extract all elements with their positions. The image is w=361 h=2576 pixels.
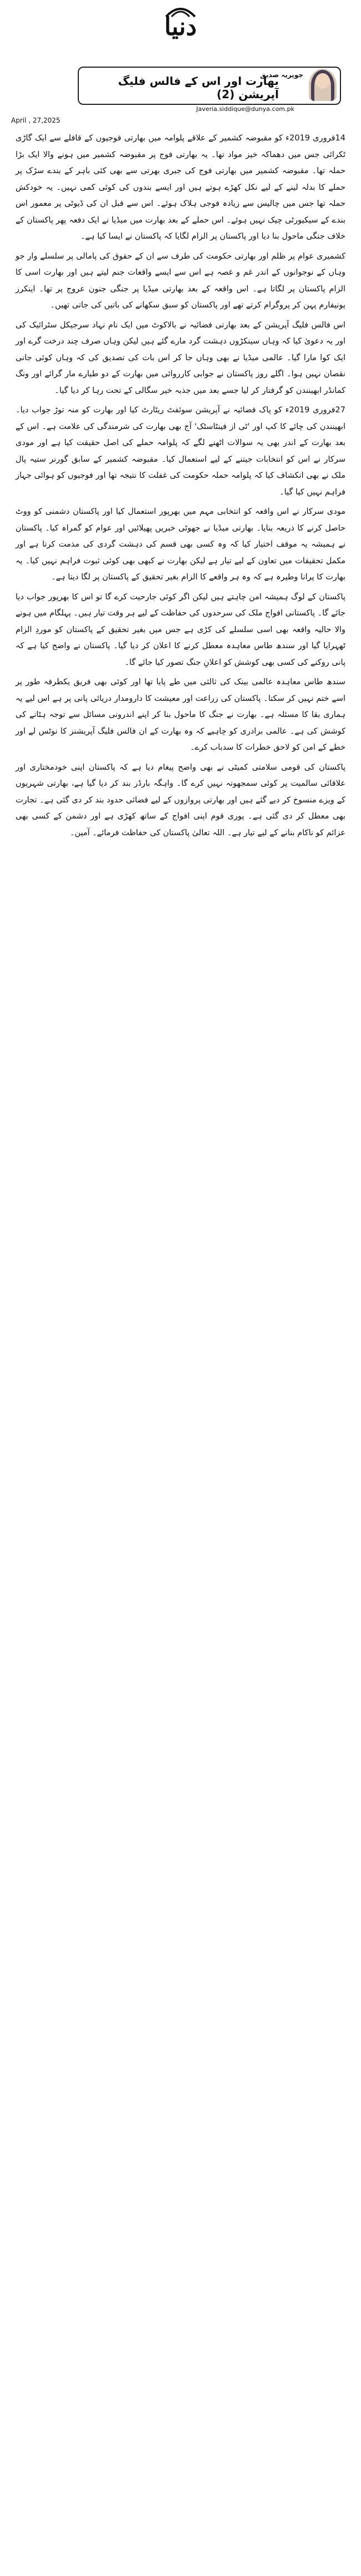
column-title: بھارت اور اس کے فالس فلیگ آپریشن (2)	[118, 74, 279, 101]
article-paragraph: 14فروری 2019ء کو مقبوضہ کشمیر کے علاقے پلوامہ میں بھارتی فوجیوں کے قافلے سے ایک گاڑی ٹکرائی جس میں دھماکہ خیز مواد تھا۔ یہ بھارتی فوج پر مقبوضہ کشمیر میں ہونے والا ایک بڑا حملہ تھا۔ مقبوضہ کشمیر میں بھارتی فوج کی جبری بھرتی سے بھی کئی باہر کے بندے سڑک پر حملے کا بدلہ لینے کے لیے نکل کھڑے ہوتے ہیں اور ایسے بندوں کی کوئی کمی نہیں۔ یہ خودکش حملہ تھا جس میں چالیس سے زیادہ فوجی ہلاک ہوئے۔ اس سے قبل ان کی ڈیوٹی پر معمور اس بندے کے سیکیورٹی چیک نہیں ہوئے۔ اس حملے کے بعد بھارت میں میڈیا نے ایک دفعہ پھر پاکستان کے خلاف جنگی ماحول بنا دیا اور پاکستان پر الزام لگایا کہ پاکستان نے ایسا کیا ہے۔	[16, 134, 345, 241]
avatar-head	[315, 73, 330, 89]
article-paragraph: پاکستان کی قومی سلامتی کمیٹی نے بھی واضح پیغام دیا ہے کہ پاکستان اپنی خودمختاری اور علاقائی سالمیت پر کوئی سمجھوتہ نہیں کرے گا۔ واہگہ بارڈر بند کر دیا گیا ہے، بھارتی شہریوں کے ویزے منسوخ کر دیے گئے ہیں اور بھارتی پروازوں کے لیے فضائی حدود بند کر دی گئی ہے۔ تجارت بھی معطل کر دی گئی ہے۔ پوری قوم اپنی افواج کے ساتھ کھڑی ہے اور دشمن کے کسی بھی عزائم کو ناکام بنانے کے لیے تیار ہے۔ اللہ تعالیٰ پاکستان کی حفاظت فرمائے۔ آمین۔	[16, 762, 345, 837]
author-name: جویریہ صدیق	[260, 71, 303, 79]
newspaper-logo	[147, 4, 214, 49]
author-email: Javeria.siddique@dunya.com.pk	[196, 105, 294, 113]
masthead	[0, 0, 361, 55]
column-header	[78, 67, 341, 105]
author-avatar-icon	[309, 69, 337, 101]
article-paragraph: سندھ طاس معاہدہ عالمی بینک کی ثالثی میں طے پایا تھا اور کوئی بھی فریق یکطرفہ طور پر اسے ختم نہیں کر سکتا۔ پاکستان کی زراعت اور معیشت کا دارومدار دریائی پانی پر ہے اس لیے یہ ہماری بقا کا مسئلہ ہے۔ بھارت نے جنگ کا ماحول بنا کر اپنے اندرونی مسائل سے توجہ ہٹانے کی کوشش کی ہے۔ عالمی برادری کو چاہیے کہ وہ بھارت کے ان فالس فلیگ آپریشنز کا نوٹس لے اور خطے کے امن کو لاحق خطرات کا سدباب کرے۔	[16, 678, 345, 752]
publish-date: April , 27,2025	[11, 117, 61, 124]
article-paragraph: کشمیری عوام پر ظلم اور بھارتی حکومت کی طرف سے ان کے حقوق کی پامالی پر سلسلے وار جو وہاں کے نوجوانوں کے اندر غم و غصہ ہے اس سے ایسے واقعات جنم لیتے ہیں اور بھارت اسی کا الزام پاکستان پر لگاتا ہے۔ اس واقعہ کے بعد بھارتی میڈیا پر جنگی جنون عروج پر تھا۔ اینکرز یونیفارم پہن کر پروگرام کرتے تھے اور پاکستان کو سبق سکھانے کی باتیں کی جاتی تھیں۔	[16, 251, 345, 310]
logo-text: دنیا	[164, 12, 197, 41]
article-paragraph: اس فالس فلیگ آپریشن کے بعد بھارتی فضائیہ نے بالاکوٹ میں ایک نام نہاد سرجیکل سٹرائیک کی اور یہ دعویٰ کیا کہ وہاں سینکڑوں دہشت گرد مارے گئے ہیں لیکن وہاں صرف چند درخت گرے اور ایک کوا مارا گیا۔ عالمی میڈیا نے بھی وہاں جا کر اس بات کی تصدیق کی کہ وہاں کوئی جانی نقصان نہیں ہوا۔ اگلے روز پاکستان نے جوابی کارروائی میں بھارت کے دو طیارے مار گرائے اور ونگ کمانڈر ابھینندن کو گرفتار کر لیا جسے بعد میں جذبہ خیر سگالی کے تحت رہا کر دیا گیا۔	[16, 320, 345, 395]
article-body	[16, 130, 345, 845]
article-paragraph: مودی سرکار نے اس واقعہ کو انتخابی مہم میں بھرپور استعمال کیا اور پاکستان دشمنی کو ووٹ حاصل کرنے کا ذریعہ بنایا۔ بھارتی میڈیا نے جھوٹی خبریں پھیلائیں اور عوام کو گمراہ کیا۔ پاکستان نے ہمیشہ یہ موقف اختیار کیا کہ وہ کسی بھی قسم کی دہشت گردی کی مذمت کرتا ہے اور مکمل تحقیقات میں تعاون کے لیے تیار ہے لیکن بھارت نے کبھی بھی کوئی ثبوت فراہم نہیں کیا۔ یہ بھارت کا پرانا وطیرہ ہے کہ وہ ہر واقعے کا الزام بغیر تحقیق کے پاکستان پر لگا دیتا ہے۔	[16, 507, 345, 582]
article-paragraph: 27فروری 2019ء کو پاک فضائیہ نے آپریشن سوئفٹ ریٹارٹ کیا اور بھارت کو منہ توڑ جواب دیا۔ ابھینندن کی چائے کا کپ اور 'ٹی از فینٹاسٹک' آج بھی بھارت کی شرمندگی کی علامت ہے۔ اس کے بعد بھارت کے اندر بھی یہ سوالات اٹھنے لگے کہ پلوامہ حملے کی اصل حقیقت کیا ہے اور مودی سرکار نے اس کو انتخابات جیتنے کے لیے استعمال کیا۔ مقبوضہ کشمیر کے سابق گورنر ستیہ پال ملک نے بھی انکشاف کیا کہ پلوامہ حملہ حکومت کی غفلت کا نتیجہ تھا اور فوجیوں کو ہوائی جہاز فراہم نہیں کیا گیا۔	[16, 406, 345, 497]
article-paragraph: پاکستان کے لوگ ہمیشہ امن چاہتے ہیں لیکن اگر کوئی جارحیت کرے گا تو اس کا بھرپور جواب دیا جائے گا۔ پاکستانی افواج ملک کی سرحدوں کی حفاظت کے لیے ہر وقت تیار ہیں۔ پہلگام میں ہونے والا حالیہ واقعہ بھی اسی سلسلے کی کڑی ہے جس میں بغیر تحقیق کے پاکستان کو موردِ الزام ٹھہرایا گیا اور سندھ طاس معاہدہ معطل کرنے کا اعلان کر دیا گیا۔ پاکستان نے واضح کیا ہے کہ پانی روکنے کی کسی بھی کوشش کو اعلانِ جنگ تصور کیا جائے گا۔	[16, 592, 345, 667]
